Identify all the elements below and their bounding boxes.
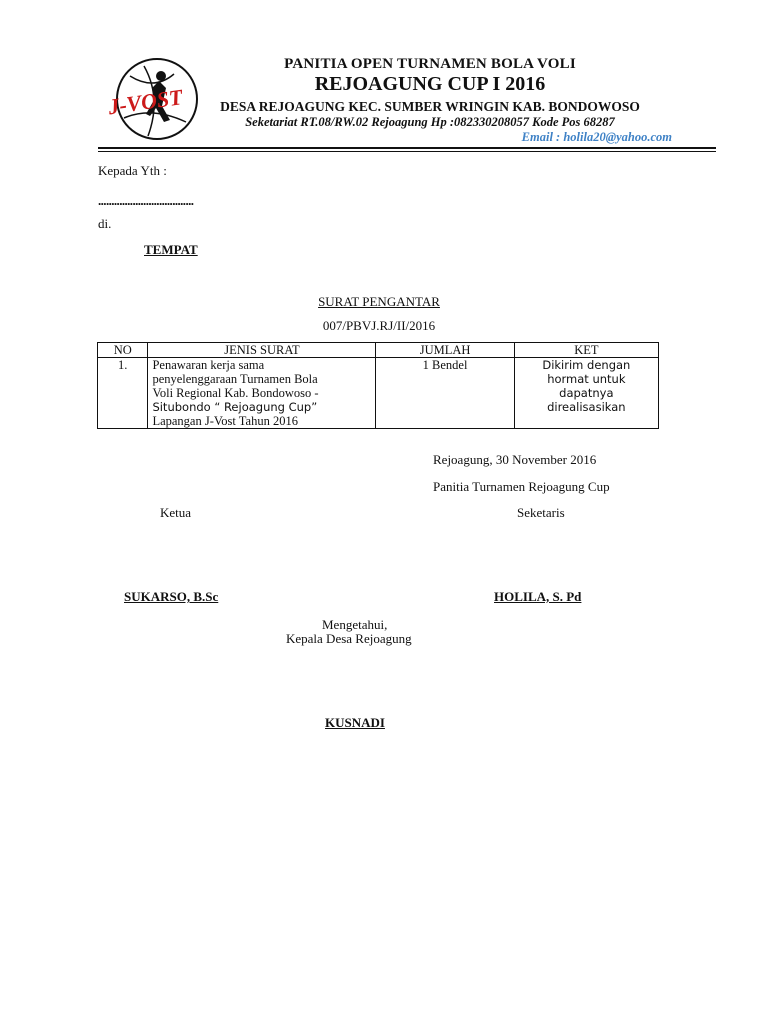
logo-wordmark: J-VOST — [106, 84, 184, 120]
cell-ket — [514, 358, 658, 429]
column-header-jenis: JENIS SURAT — [148, 343, 376, 358]
cell-jenis-surat — [148, 358, 376, 429]
table-row — [98, 358, 659, 429]
approval-label: Mengetahui, — [322, 617, 388, 632]
cell-jumlah: 1 Bendel — [376, 358, 514, 429]
cell-no: 1. — [98, 358, 148, 429]
header-address: DESA REJOAGUNG KEC. SUMBER WRINGIN KAB. BONDOWOSO — [220, 99, 640, 114]
ket-line: direalisasikan — [547, 400, 626, 414]
table-header-row — [98, 343, 659, 358]
column-header-jumlah: JUMLAH — [376, 343, 514, 358]
letter-number: 007/PBVJ.RJ/II/2016 — [322, 318, 436, 333]
jenis-line: Voli Regional Kab. Bondowoso - — [152, 386, 319, 400]
ket-line: hormat untuk — [547, 372, 626, 386]
ket-line: dapatnya — [559, 386, 614, 400]
recipient-blank: .................................... — [98, 193, 194, 208]
ketua-signatory: SUKARSO, B.Sc — [124, 589, 219, 604]
jenis-line: Lapangan J-Vost Tahun 2016 — [152, 414, 298, 428]
organization-logo — [104, 56, 210, 142]
sekretaris-signatory: HOLILA, S. Pd — [494, 589, 582, 604]
ket-line: Dikirim dengan — [542, 358, 631, 372]
letter-title: SURAT PENGANTAR — [318, 294, 440, 309]
jenis-line: Situbondo “ Rejoagung Cup” — [152, 400, 318, 414]
document-table — [97, 342, 659, 429]
ketua-label: Ketua — [160, 505, 192, 520]
jenis-line: penyelenggaraan Turnamen Bola — [152, 372, 318, 386]
sekretaris-label: Seketaris — [517, 505, 565, 520]
header-divider-thin — [98, 151, 716, 152]
recipient-place: TEMPAT — [144, 242, 198, 257]
recipient-di: di. — [98, 216, 112, 231]
header-secretariat: Seketariat RT.08/RW.02 Rejoagung Hp :082330208057 Kode Pos 68287 — [245, 115, 615, 129]
column-header-no: NO — [98, 343, 148, 358]
recipient-salutation: Kepada Yth : — [98, 163, 167, 178]
approver-title: Kepala Desa Rejoagung — [286, 631, 412, 646]
header-email: Email : holila20@yahoo.com — [521, 130, 672, 144]
letter-date: Rejoagung, 30 November 2016 — [433, 452, 597, 467]
approver-signatory: KUSNADI — [325, 715, 385, 730]
header-committee: PANITIA OPEN TURNAMEN BOLA VOLI — [284, 56, 576, 72]
header-event-title: REJOAGUNG CUP I 2016 — [314, 73, 546, 95]
committee-name: Panitia Turnamen Rejoagung Cup — [433, 479, 610, 494]
column-header-ket: KET — [514, 343, 658, 358]
jenis-line: Penawaran kerja sama — [152, 358, 265, 372]
header-divider — [98, 147, 716, 149]
